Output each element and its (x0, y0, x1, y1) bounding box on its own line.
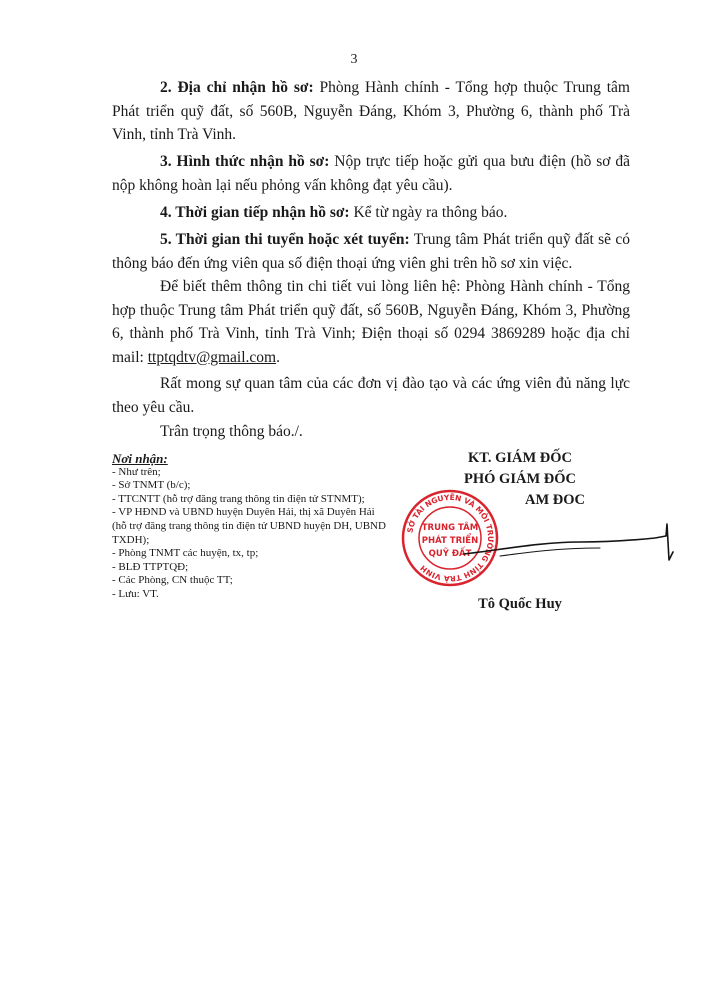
section-address (112, 76, 630, 147)
recipient-item: - Lưu: VT. (112, 587, 159, 600)
seal-line-3: QUỸ ĐẤT (428, 549, 472, 559)
page-number: 3 (350, 52, 358, 67)
seal-line-1: TRUNG TÂM (421, 523, 479, 533)
recipient-item: - Sở TNMT (b/c); (112, 479, 191, 492)
section-method-label: 3. Hình thức nhận hồ sơ: (160, 153, 330, 170)
signature-line-2: PHÓ GIÁM ĐỐC (464, 471, 576, 487)
recipient-item: - Các Phòng, CN thuộc TT; (112, 574, 233, 587)
closing-line: Trân trọng thông báo./. (160, 423, 303, 440)
section-time-label: 4. Thời gian tiếp nhận hồ sơ: (160, 204, 350, 221)
handwritten-signature (460, 512, 690, 572)
signature-line-3: AM ĐOC (524, 492, 585, 508)
section-address-text: Phòng Hành chính - Tổng hợp thuộc Trung tâm Phát triển quỹ đất, số 560B, Nguyễn Đáng, Khóm 3, Phường 6, thành phố Trà Vinh, tỉnh Trà Vinh. (112, 79, 630, 143)
recipients-title: Nơi nhận: (112, 451, 168, 466)
section-method (112, 150, 630, 197)
recipient-item: - Phòng TNMT các huyện, tx, tp; (112, 547, 259, 560)
section-exam-text: Trung tâm Phát triển quỹ đất sẽ có thông báo đến ứng viên qua số điện thoại ứng viên ghi trên hồ sơ xin việc. (112, 231, 630, 272)
recipients-block (112, 452, 387, 602)
recipient-item: - BLĐ TTPTQĐ; (112, 560, 189, 573)
section-time-text: Kể từ ngày ra thông báo. (349, 204, 508, 221)
section-address-label: 2. Địa chỉ nhận hồ sơ: (160, 79, 314, 96)
recipient-item: - TTCNTT (hỗ trợ đăng trang thông tin điện tử STNMT); (112, 492, 365, 505)
recipient-item: - VP HĐND và UBND huyện Duyên Hải, thị xã Duyên Hải (hỗ trợ đăng trang thông tin điện tử UBND huyện DH, UBND TXDH); (112, 506, 389, 546)
signature-line-1: KT. GIÁM ĐỐC (467, 450, 573, 466)
contact-paragraph (112, 275, 630, 369)
seal-line-2: PHÁT TRIỂN (421, 536, 479, 546)
appeal-paragraph: Rất mong sự quan tâm của các đơn vị đào tạo và các ứng viên đủ năng lực theo yêu cầu. (112, 375, 630, 416)
contact-email-link[interactable]: ttptqdtv@gmail.com (147, 348, 277, 366)
signer-name: Tô Quốc Huy (478, 596, 562, 612)
section-time (112, 201, 630, 225)
seal-ring-text: SỞ TÀI NGUYÊN VÀ MÔI TRƯỜNG TỈNH TRÀ VINH (405, 492, 496, 584)
section-exam-label: 5. Thời gian thi tuyển hoặc xét tuyển: (160, 231, 410, 248)
contact-text: Để biết thêm thông tin chi tiết vui lòng liên hệ: Phòng Hành chính - Tổng hợp thuộc Trung tâm Phát triển quỹ đất, số 560B, Nguyễn Đáng, Khóm 3, Phường 6, thành phố Trà Vinh, tỉnh Trà Vinh; Điện thoại số 0294 3869289 hoặc địa chỉ mail: (112, 278, 630, 366)
contact-end: . (276, 348, 280, 366)
recipient-item: - Như trên; (112, 465, 161, 478)
section-method-text: Nộp trực tiếp hoặc gửi qua bưu điện (hồ sơ đã nộp không hoàn lại nếu phỏng vấn không đạt yêu cầu). (112, 153, 630, 194)
section-exam (112, 228, 630, 275)
